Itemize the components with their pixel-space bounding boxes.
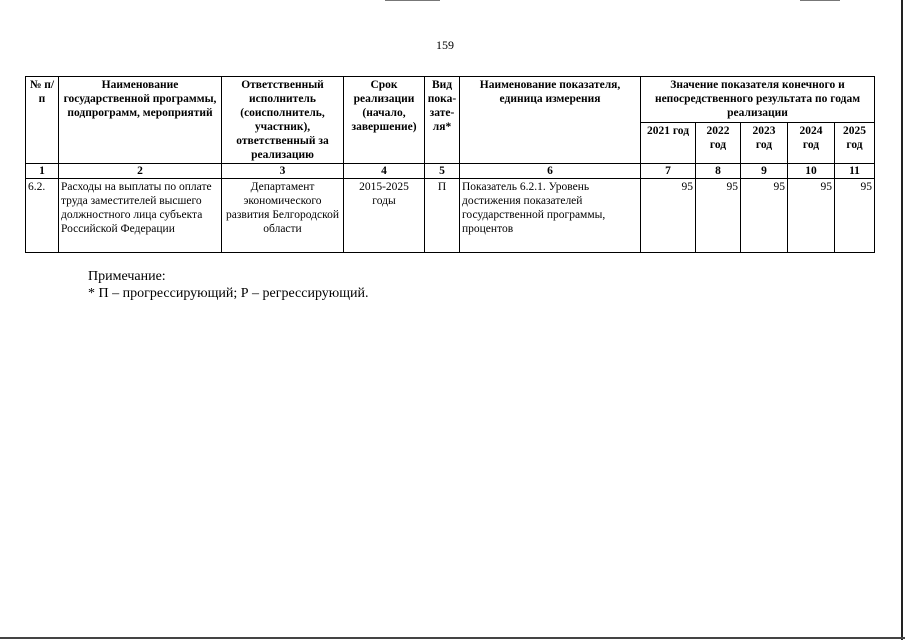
footnote-title: Примечание: <box>88 269 166 284</box>
row-value-2024: 95 <box>788 179 835 253</box>
row-period: 2015-2025 годы <box>344 179 425 253</box>
column-numbers-row <box>26 164 875 179</box>
column-number: 3 <box>222 164 344 179</box>
column-number: 4 <box>344 164 425 179</box>
row-value-2025: 95 <box>835 179 875 253</box>
column-number: 5 <box>425 164 460 179</box>
column-number: 1 <box>26 164 59 179</box>
scan-edge-bottom <box>0 637 905 639</box>
row-value-2021: 95 <box>641 179 696 253</box>
header-period: Срок реализации (начало, завершение) <box>344 77 425 164</box>
header-year: 2021 год <box>641 123 696 164</box>
indicators-table <box>25 76 875 253</box>
header-row <box>26 77 875 123</box>
header-year: 2023 год <box>741 123 788 164</box>
page-number: 159 <box>436 38 454 52</box>
column-number: 9 <box>741 164 788 179</box>
footnote <box>88 268 369 302</box>
header-values-group: Значение показателя конечного и непосредственного результата по годам реализации <box>641 77 875 123</box>
row-value-2022: 95 <box>696 179 741 253</box>
scan-edge-right <box>901 0 903 640</box>
column-number: 7 <box>641 164 696 179</box>
footnote-text: * П – прогрессирующий; Р – регрессирующий. <box>88 286 369 301</box>
row-executor: Департамент экономического развития Белгородской области <box>222 179 344 253</box>
column-number: 8 <box>696 164 741 179</box>
column-number: 6 <box>460 164 641 179</box>
row-num: 6.2. <box>26 179 59 253</box>
header-year: 2024 год <box>788 123 835 164</box>
column-number: 2 <box>59 164 222 179</box>
header-num: № п/п <box>26 77 59 164</box>
header-executor: Ответственный исполнитель (соисполнитель, участник), ответственный за реализацию <box>222 77 344 164</box>
row-type: П <box>425 179 460 253</box>
header-year: 2022 год <box>696 123 741 164</box>
scan-artifact <box>800 0 840 1</box>
scan-artifact <box>385 0 440 1</box>
header-indicator: Наименование показателя, единица измерения <box>460 77 641 164</box>
row-name: Расходы на выплаты по оплате труда заместителей высшего должностного лица субъекта Российской Федерации <box>59 179 222 253</box>
header-name: Наименование государственной программы, подпрограмм, мероприятий <box>59 77 222 164</box>
column-number: 11 <box>835 164 875 179</box>
row-indicator: Показатель 6.2.1. Уровень достижения показателей государственной программы, процентов <box>460 179 641 253</box>
header-type: Вид пока-зате-ля* <box>425 77 460 164</box>
row-value-2023: 95 <box>741 179 788 253</box>
header-year: 2025 год <box>835 123 875 164</box>
column-number: 10 <box>788 164 835 179</box>
table-row <box>26 179 875 253</box>
